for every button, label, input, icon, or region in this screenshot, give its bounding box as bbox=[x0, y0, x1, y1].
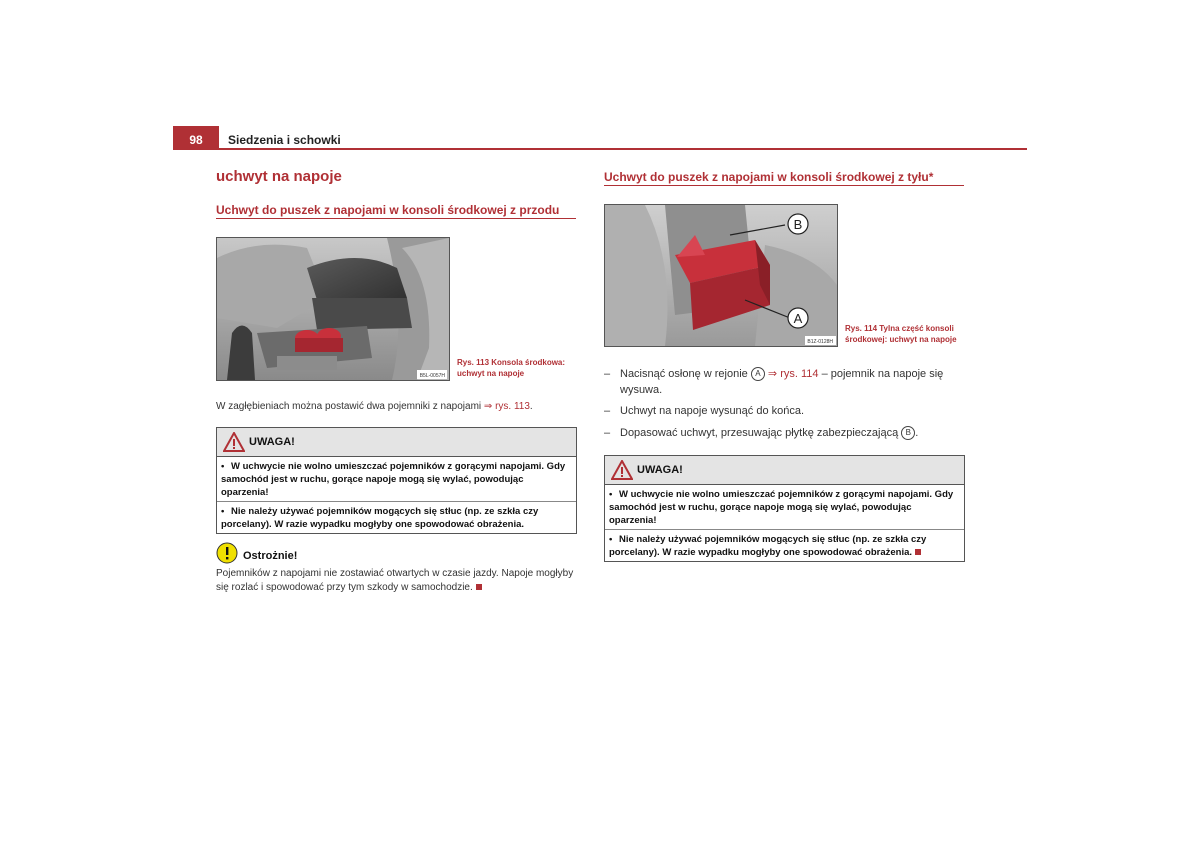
figure-114-code: B1Z-0128H bbox=[807, 339, 833, 345]
figure-113-caption: Rys. 113 Konsola środkowa: uchwyt na napoje bbox=[457, 358, 566, 378]
end-of-section-mark bbox=[915, 549, 921, 555]
page-number: 98 bbox=[173, 126, 219, 148]
warning-title: UWAGA! bbox=[637, 464, 683, 476]
header-rule bbox=[173, 148, 1027, 150]
subsection-rule bbox=[216, 218, 576, 219]
figure-113-image bbox=[216, 237, 450, 381]
step-item: – Nacisnąć osłonę w rejonie A ⇒ rys. 114 – pojemnik na napoje się wysuwa. bbox=[604, 368, 944, 396]
warning-item: • W uchwycie nie wolno umieszczać pojemników z gorącymi napojami. Gdy samochód jest w ruchu, gorące napoje mogą się wylać, powodując oparzenia! bbox=[605, 485, 964, 530]
end-of-section-mark bbox=[476, 584, 482, 590]
warning-item: • W uchwycie nie wolno umieszczać pojemników z gorącymi napojami. Gdy samochód jest w ruchu, gorące napoje mogą się wylać, powodując oparzenia! bbox=[217, 457, 576, 502]
warning-triangle-icon bbox=[223, 432, 245, 452]
step-item: – Dopasować uchwyt, przesuwając płytkę zabezpieczającą B . bbox=[604, 427, 919, 439]
figure-114-caption: Rys. 114 Tylna część konsoli środkowej: uchwyt na napoje bbox=[845, 324, 957, 344]
warning-triangle-icon bbox=[611, 460, 633, 480]
figure-114-label-a: A bbox=[793, 311, 803, 326]
section-title: uchwyt na napoje bbox=[216, 168, 342, 185]
step-item: – Uchwyt na napoje wysunąć do końca. bbox=[604, 405, 805, 417]
label-a-marker: A bbox=[751, 367, 765, 381]
warning-item: • Nie należy używać pojemników mogących się stłuc (np. ze szkła czy porcelany). W razie wypadku mogłyby one spowodować obrażenia. bbox=[609, 534, 927, 558]
figure-114-label-b: B bbox=[793, 217, 803, 232]
figure-113-code: B5L-0057H bbox=[419, 373, 445, 379]
warning-header bbox=[605, 456, 964, 485]
warning-box-left bbox=[216, 427, 577, 534]
header-title: Siedzenia i schowki bbox=[228, 133, 341, 147]
subsection-rule bbox=[604, 185, 964, 186]
figure-114-image bbox=[604, 204, 838, 347]
subsection-title-rear: Uchwyt do puszek z napojami w konsoli środkowej z tyłu* bbox=[604, 170, 934, 184]
figure-link-114[interactable]: ⇒ rys. 114 bbox=[764, 368, 819, 380]
caution-title: Ostrożnie! bbox=[243, 550, 298, 562]
intro-paragraph: W zagłębieniach można postawić dwa pojemniki z napojami ⇒ rys. 113. bbox=[216, 401, 533, 412]
caution-icon bbox=[216, 542, 238, 564]
label-b-marker: B bbox=[901, 426, 915, 440]
caution-text: Pojemników z napojami nie zostawiać otwartych w czasie jazdy. Napoje mogłyby się rozlać i spowodować przy tym szkody w samochodzie. bbox=[216, 568, 574, 593]
warning-item: • Nie należy używać pojemników mogących się stłuc (np. ze szkła czy porcelany). W razie wypadku mogłyby one spowodować obrażenia. bbox=[221, 506, 539, 530]
warning-header bbox=[217, 428, 576, 457]
warning-box-right bbox=[604, 455, 965, 562]
subsection-title-front: Uchwyt do puszek z napojami w konsoli środkowej z przodu bbox=[216, 203, 560, 217]
warning-title: UWAGA! bbox=[249, 436, 295, 448]
figure-link-113[interactable]: ⇒ rys. 113 bbox=[483, 401, 530, 412]
